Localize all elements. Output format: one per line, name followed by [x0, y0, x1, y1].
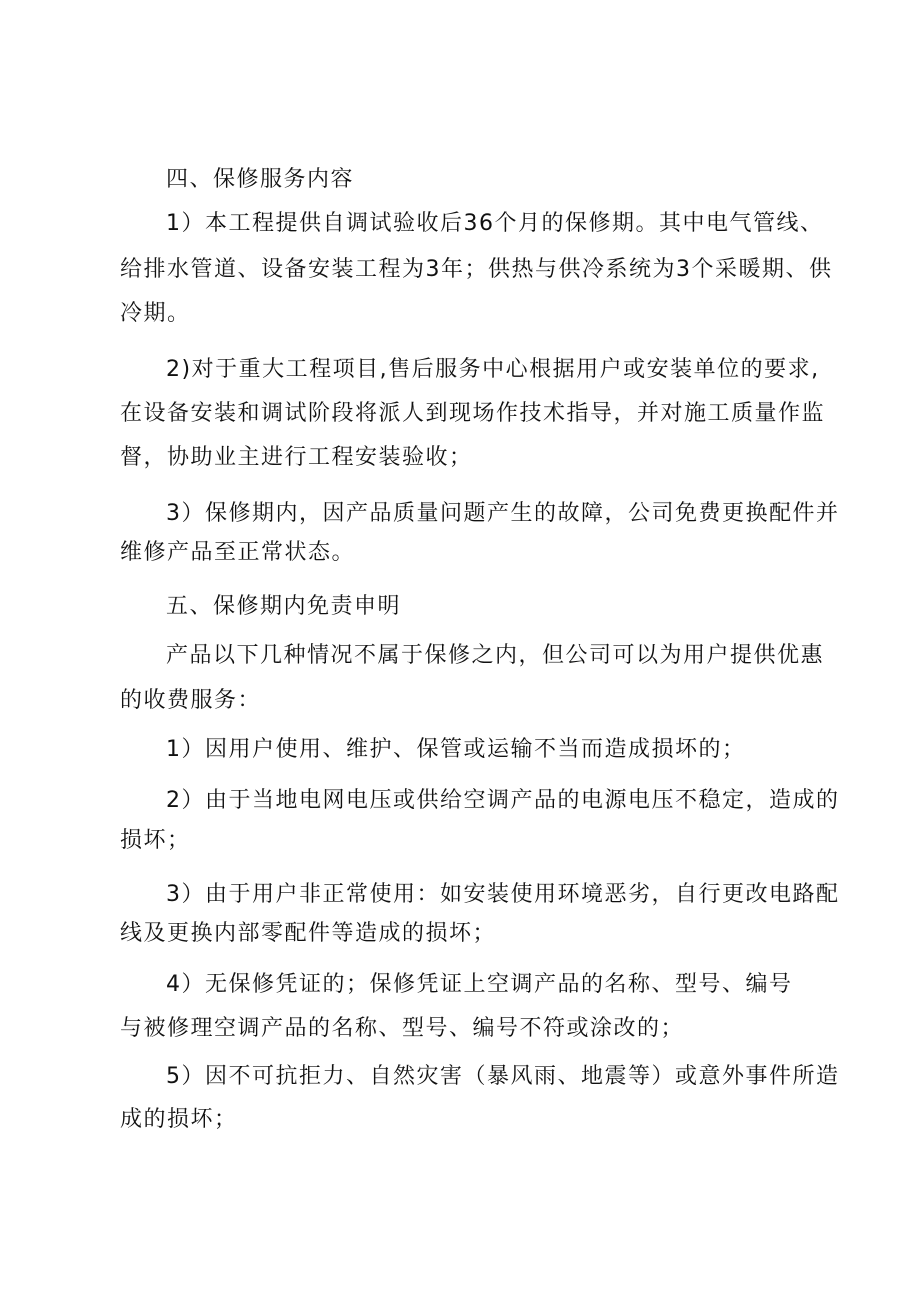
paragraph-line: 3）保修期内，因产品质量问题产生的故障，公司免费更换配件并 — [166, 501, 840, 526]
paragraph-line: 给排水管道、设备安装工程为3年；供热与供冷系统为3个采暖期、供 — [120, 257, 833, 282]
paragraph-line: 2)对于重大工程项目,售后服务中心根据用户或安装单位的要求, — [166, 357, 820, 382]
paragraph-line: 产品以下几种情况不属于保修之内，但公司可以为用户提供优惠 — [166, 643, 825, 668]
paragraph-line: 督，协助业主进行工程安装验收； — [120, 445, 473, 470]
section-5-heading: 五、保修期内免责申明 — [166, 594, 402, 619]
paragraph-line: 4）无保修凭证的；保修凭证上空调产品的名称、型号、编号 — [166, 972, 793, 997]
paragraph-line: 的收费服务： — [120, 688, 262, 713]
paragraph-line: 1）因用户使用、维护、保管或运输不当而造成损坏的； — [166, 737, 746, 762]
paragraph-line: 损坏； — [120, 828, 191, 853]
paragraph-line: 3）由于用户非正常使用：如安装使用环境恶劣，自行更改电路配 — [166, 882, 840, 907]
paragraph-line: 在设备安装和调试阶段将派人到现场作技术指导，并对施工质量作监 — [120, 401, 826, 426]
paragraph-line: 成的损坏； — [120, 1107, 238, 1132]
section-4-heading: 四、保修服务内容 — [166, 167, 355, 192]
paragraph-line: 1）本工程提供自调试验收后36个月的保修期。其中电气管线、 — [166, 211, 824, 236]
paragraph-line: 线及更换内部零配件等造成的损坏； — [120, 921, 497, 946]
paragraph-line: 冷期。 — [120, 301, 191, 326]
paragraph-line: 2）由于当地电网电压或供给空调产品的电源电压不稳定，造成的 — [166, 788, 840, 813]
paragraph-line: 与被修理空调产品的名称、型号、编号不符或涂改的； — [120, 1016, 685, 1041]
paragraph-line: 5）因不可抗拒力、自然灾害（暴风雨、地震等）或意外事件所造 — [166, 1064, 840, 1089]
paragraph-line: 维修产品至正常状态。 — [120, 540, 356, 565]
